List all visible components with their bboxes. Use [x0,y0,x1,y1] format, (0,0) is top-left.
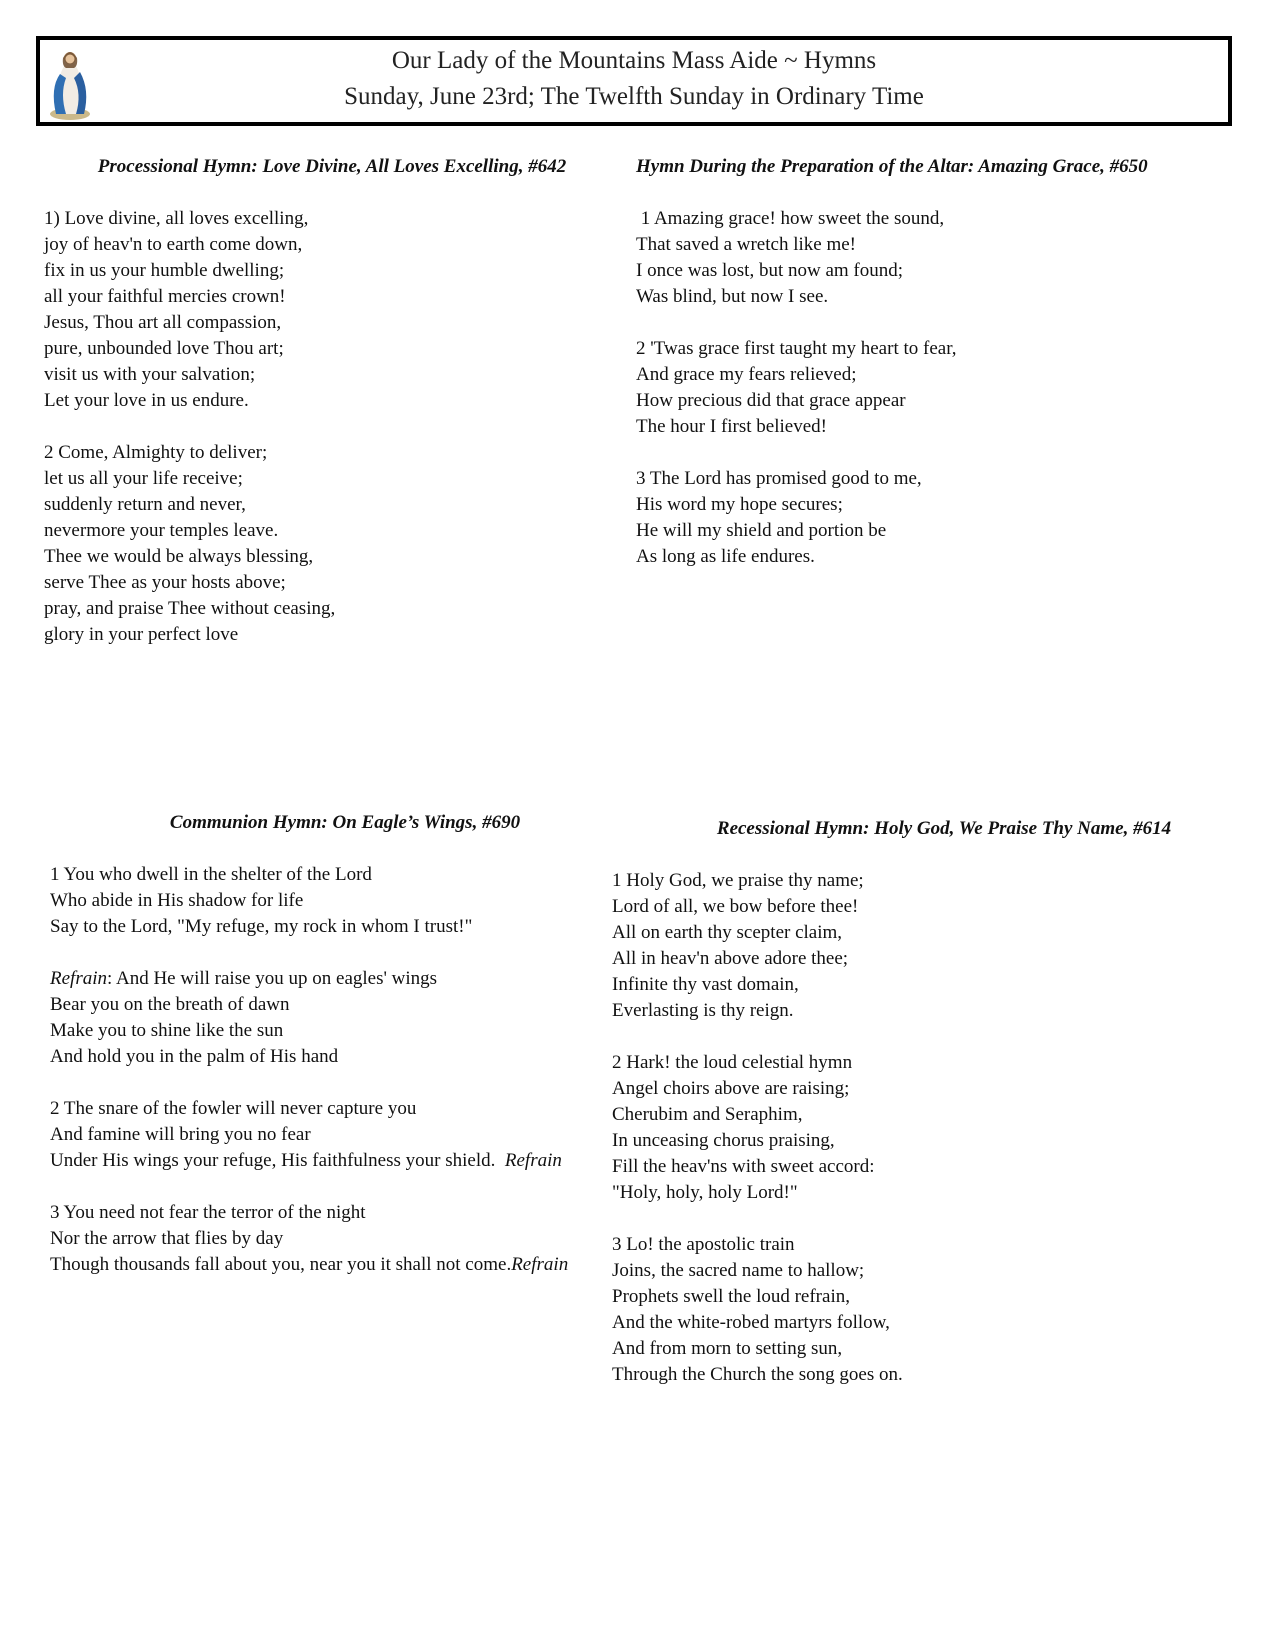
verse-line: 3 You need not fear the terror of the night [50,1202,366,1223]
verse-line: His word my hope secures; [636,494,843,515]
communion-stanza-1 [50,862,640,940]
recessional-stanza-1 [612,868,1244,1024]
page-subtitle: Sunday, June 23rd; The Twelfth Sunday in Ordinary Time [344,83,924,110]
verse-line [50,1252,640,1278]
refrain-label: Refrain [50,968,107,989]
preparation-hymn-section [636,155,1236,596]
verse-line: As long as life endures. [636,546,815,567]
recessional-hymn-heading [644,817,1244,841]
verse-line: Lord of all, we bow before thee! [612,896,859,917]
verse-line: In unceasing chorus praising, [612,1130,835,1151]
verse-line: Everlasting is thy reign. [612,1000,794,1021]
verse-line: joy of heav'n to earth come down, [44,234,303,255]
verse-line: glory in your perfect love [44,624,239,645]
recessional-stanza-2 [612,1050,1244,1206]
verse-line: "Holy, holy, holy Lord!" [612,1182,798,1203]
verse-line: Fill the heav'ns with sweet accord: [612,1156,875,1177]
refrain-cue: Refrain [511,1254,569,1275]
verse-line: nevermore your temples leave. [44,520,279,541]
verse-line: And grace my fears relieved; [636,364,857,385]
processional-hymn-heading: Processional Hymn: Love Divine, All Loves Excelling, #642 [97,156,567,177]
verse-line: Cherubim and Seraphim, [612,1104,803,1125]
verse-line: 2 Come, Almighty to deliver; [44,442,268,463]
preparation-hymn-heading: Hymn During the Preparation of the Altar: Amazing Grace, #650 [636,156,1148,177]
verse-line: all your faithful mercies crown! [44,286,286,307]
verse-line: All on earth thy scepter claim, [612,922,843,943]
recessional-heading-rest: : Holy God, We Praise Thy Name, #614 [863,818,1172,839]
verse-line: 2 'Twas grace first taught my heart to fear, [636,338,957,359]
preparation-stanza-1 [636,206,1236,310]
verse-line [50,1148,640,1174]
verse-line: And hold you in the palm of His hand [50,1046,339,1067]
verse-line: 1 Amazing grace! how sweet the sound, [636,208,945,229]
verse-line: 2 Hark! the loud celestial hymn [612,1052,853,1073]
verse-line: Bear you on the breath of dawn [50,994,290,1015]
processional-stanza-2 [44,440,604,648]
verse-line: Joins, the sacred name to hallow; [612,1260,865,1281]
verse-line: I once was lost, but now am found; [636,260,904,281]
verse-line: That saved a wretch like me! [636,234,856,255]
communion-refrain [50,966,640,1070]
verse-line: He will my shield and portion be [636,520,887,541]
communion-hymn-heading: Communion Hymn: On Eagle’s Wings, #690 [169,812,521,833]
verse-line: 1 Holy God, we praise thy name; [612,870,864,891]
refrain-first-line: : And He will raise you up on eagles' wings [107,968,438,989]
verse-line: And the white-robed martyrs follow, [612,1312,890,1333]
verse-line: visit us with your salvation; [44,364,256,385]
verse-line: Through the Church the song goes on. [612,1364,903,1385]
verse-line: fix in us your humble dwelling; [44,260,285,281]
verse-line: Thee we would be always blessing, [44,546,314,567]
verse-line: Nor the arrow that flies by day [50,1228,284,1249]
page-title: Our Lady of the Mountains Mass Aide ~ Hymns [391,47,877,74]
refrain-cue: Refrain [504,1150,562,1171]
verse-line: All in heav'n above adore thee; [612,948,849,969]
verse-line: Angel choirs above are raising; [612,1078,850,1099]
verse-line: pray, and praise Thee without ceasing, [44,598,336,619]
header-box [36,36,1232,126]
verse-line: Prophets swell the loud refrain, [612,1286,850,1307]
verse-line: Say to the Lord, "My refuge, my rock in whom I trust!" [50,916,473,937]
verse-line: Infinite thy vast domain, [612,974,799,995]
communion-stanza-2 [50,1096,640,1174]
verse-line: Jesus, Thou art all compassion, [44,312,282,333]
verse-line: And famine will bring you no fear [50,1124,311,1145]
verse-line: 1) Love divine, all loves excelling, [44,208,309,229]
processional-stanza-1 [44,206,604,414]
verse-line: Was blind, but now I see. [636,286,829,307]
verse-line: Who abide in His shadow for life [50,890,304,911]
verse-line: The hour I first believed! [636,416,827,437]
recessional-heading-label: Recessional Hymn [716,818,864,839]
verse-line: pure, unbounded love Thou art; [44,338,284,359]
verse-line [50,966,640,992]
recessional-hymn-section [612,817,1244,1414]
verse-line: 3 The Lord has promised good to me, [636,468,922,489]
verse-line: And from morn to setting sun, [612,1338,843,1359]
recessional-stanza-3 [612,1232,1244,1388]
verse-line: 2 The snare of the fowler will never capture you [50,1098,417,1119]
stanza-3-last-line: Though thousands fall about you, near you it shall not come. [50,1254,512,1275]
stanza-2-last-line: Under His wings your refuge, His faithfulness your shield. [50,1150,505,1171]
verse-line: How precious did that grace appear [636,390,906,411]
communion-hymn-section [50,811,640,1304]
preparation-stanza-2 [636,336,1236,440]
verse-line: serve Thee as your hosts above; [44,572,286,593]
verse-line: let us all your life receive; [44,468,243,489]
communion-stanza-3 [50,1200,640,1278]
preparation-stanza-3 [636,466,1236,570]
verse-line: 3 Lo! the apostolic train [612,1234,795,1255]
verse-line: 1 You who dwell in the shelter of the Lord [50,864,372,885]
verse-line: Let your love in us endure. [44,390,249,411]
verse-line: suddenly return and never, [44,494,246,515]
processional-hymn-section [44,155,604,674]
verse-line: Make you to shine like the sun [50,1020,284,1041]
